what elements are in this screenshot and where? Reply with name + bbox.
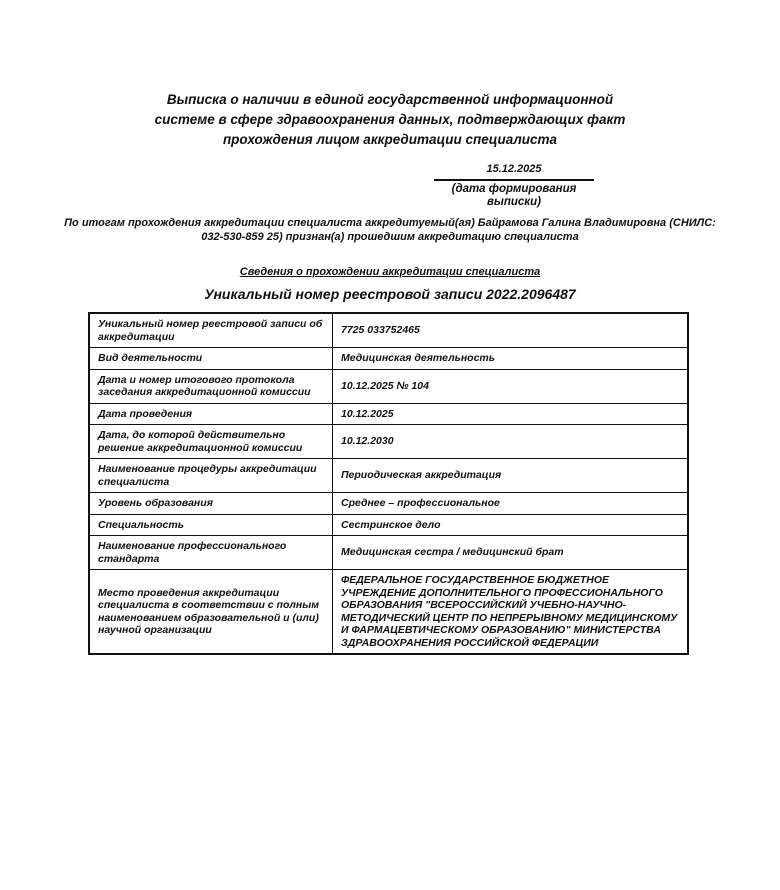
document-title-line: системе в сфере здравоохранения данных, подтверждающих факт [154, 112, 626, 127]
row-label: Наименование профессионального стандарта [89, 536, 333, 570]
row-label: Дата, до которой действительно решение аккредитационной комиссии [89, 425, 333, 459]
row-value: ФЕДЕРАЛЬНОЕ ГОСУДАРСТВЕННОЕ БЮДЖЕТНОЕ УЧРЕЖДЕНИЕ ДОПОЛНИТЕЛЬНОГО ПРОФЕССИОНАЛЬНОГО ОБРАЗОВАНИЯ "ВСЕРОССИЙСКИЙ УЧЕБНО-НАУЧНО-МЕТОДИЧЕСКИЙ ЦЕНТР ПО НЕПРЕРЫВНОМУ МЕДИЦИНСКОМУ И ФАРМАЦЕВТИЧЕСКОМУ ОБРАЗОВАНИЮ" МИНИСТЕРСТВА ЗДРАВООХРАНЕНИЯ РОССИЙСКОЙ ФЕДЕРАЦИИ [333, 570, 689, 655]
row-label: Дата проведения [89, 403, 333, 425]
table-row [89, 348, 688, 370]
extract-date: 15.12.2025 [434, 163, 594, 181]
row-value: 10.12.2030 [333, 425, 689, 459]
document-title-line: Выписка о наличии в единой государственной информационной [166, 92, 614, 107]
row-value: 10.12.2025 [333, 403, 689, 425]
row-value: Медицинская деятельность [333, 348, 689, 370]
table-row [89, 536, 688, 570]
document-title [0, 90, 780, 150]
row-label: Дата и номер итогового протокола заседания аккредитационной комиссии [89, 369, 333, 403]
row-label: Уровень образования [89, 493, 333, 515]
row-value: 7725 033752465 [333, 313, 689, 348]
row-label: Место проведения аккредитации специалиста в соответствии с полным наименованием образовательной и (или) научной организации [89, 570, 333, 655]
table-row [89, 313, 688, 348]
row-value: 10.12.2025 № 104 [333, 369, 689, 403]
accreditation-statement-line: 032-530-859 25) признан(а) прошедшим аккредитацию специалиста [201, 231, 579, 243]
accreditation-statement [40, 216, 740, 244]
accreditation-statement-line: По итогам прохождения аккредитации специалиста аккредитуемый(ая) Байрамова Галина Владимировна (СНИЛС: [64, 217, 716, 229]
row-label: Уникальный номер реестровой записи об аккредитации [89, 313, 333, 348]
table-row [89, 493, 688, 515]
table-row [89, 459, 688, 493]
row-value: Среднее – профессиональное [333, 493, 689, 515]
row-value: Сестринское дело [333, 514, 689, 536]
document-title-line: прохождения лицом аккредитации специалиста [222, 132, 558, 147]
accreditation-details-table [88, 312, 689, 655]
row-label: Вид деятельности [89, 348, 333, 370]
table-row [89, 369, 688, 403]
row-label: Наименование процедуры аккредитации специалиста [89, 459, 333, 493]
section-heading: Сведения о прохождении аккредитации специалиста [239, 266, 541, 278]
table-row [89, 403, 688, 425]
date-block [428, 163, 600, 209]
extract-date-caption: (дата формирования выписки) [451, 183, 577, 208]
table-row [89, 514, 688, 536]
row-value: Периодическая аккредитация [333, 459, 689, 493]
registry-number-heading: Уникальный номер реестровой записи 2022.2096487 [204, 286, 576, 302]
table-row [89, 425, 688, 459]
row-label: Специальность [89, 514, 333, 536]
table-row [89, 570, 688, 655]
row-value: Медицинская сестра / медицинский брат [333, 536, 689, 570]
